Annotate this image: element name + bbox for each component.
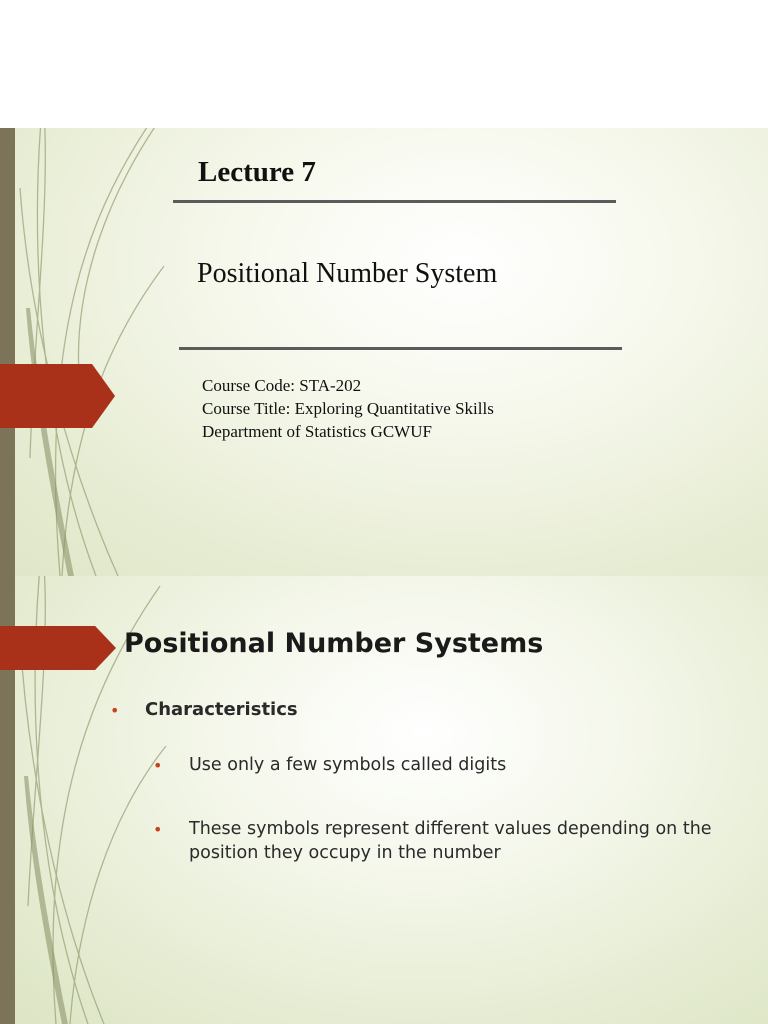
accent-arrow-tab xyxy=(0,626,116,670)
course-title: Course Title: Exploring Quantitative Skills xyxy=(202,399,494,418)
title-rule xyxy=(173,200,616,203)
department: Department of Statistics GCWUF xyxy=(202,422,432,441)
bullet-dot-icon: • xyxy=(153,756,163,775)
slide-lecture-title xyxy=(0,128,768,576)
slide-title: Positional Number Systems xyxy=(124,628,544,659)
slide-title: Lecture 7 xyxy=(198,156,316,188)
bullet-dot-icon: • xyxy=(153,820,163,839)
decorative-curves xyxy=(0,128,768,576)
slide-subtitle: Positional Number System xyxy=(197,258,498,289)
bullet-dot-icon: • xyxy=(110,701,120,720)
course-info xyxy=(202,374,494,443)
course-code: Course Code: STA-202 xyxy=(202,376,362,395)
sub-bullet-digits: Use only a few symbols called digits xyxy=(189,755,507,775)
subtitle-rule xyxy=(179,347,622,350)
accent-arrow-tab xyxy=(0,364,115,428)
sub-bullet-position: These symbols represent different values depending on the position they occupy in the number xyxy=(189,819,712,863)
slide-positional-systems xyxy=(0,576,768,1024)
bullet-characteristics: Characteristics xyxy=(145,699,298,720)
